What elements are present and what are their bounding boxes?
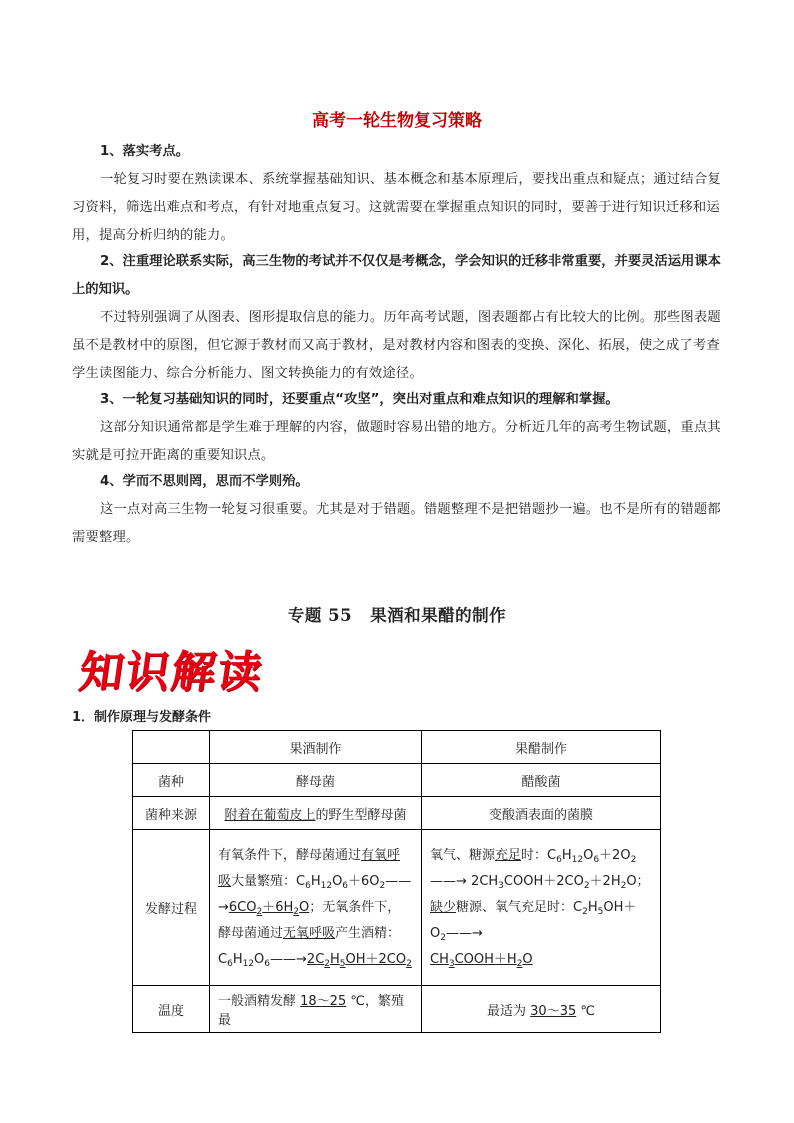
strategy-4-body: 这一点对高三生物一轮复习很重要。尤其是对于错题。错题整理不是把错题抄一遍。也不是所有的错题都需要整理。: [72, 502, 721, 545]
header-wine: 果酒制作: [210, 731, 422, 764]
principle-table: [132, 730, 661, 1033]
source-wine: 附着在葡萄皮上的野生型酵母菌: [210, 797, 422, 830]
source-vinegar: 变酸酒表面的菌膜: [422, 797, 661, 830]
table-row-temperature: [133, 986, 661, 1033]
strategy-2-body: 不过特别强调了从图表、图形提取信息的能力。历年高考试题，图表题都占有比较大的比例。那些图表题虽不是教材中的原图，但它源于教材而又高于教材，是对教材内容和图表的变换、深化、拓展，使之成了考查学生读图能力、综合分析能力、图文转换能力的有效途径。: [72, 310, 721, 381]
strain-wine: 酵母菌: [210, 764, 422, 797]
strategy-1-heading: 1、落实考点。: [100, 144, 190, 159]
row-label-process: 发酵过程: [133, 830, 210, 986]
row-label-strain: 菌种: [133, 764, 210, 797]
strategy-1-body: 一轮复习时要在熟读课本、系统掌握基础知识、基本概念和基本原理后，要找出重点和疑点；通过结合复习资料，筛选出难点和考点，有针对地重点复习。这就需要在掌握重点知识的同时，要善于进行知识迁移和运用，提高分析归纳的能力。: [72, 172, 721, 243]
section-heading: 1．制作原理与发酵条件: [72, 710, 212, 725]
topic-number: 专题 55: [287, 606, 353, 625]
strain-vinegar: 醋酸菌: [422, 764, 661, 797]
topic-name: 果酒和果醋的制作: [370, 606, 507, 625]
table-header-row: [133, 731, 661, 764]
strategy-2-heading: 2、注重理论联系实际，高三生物的考试并不仅仅是考概念，学会知识的迁移非常重要，并要灵活运用课本上的知识。: [72, 254, 721, 297]
process-wine: 有氧条件下，酵母菌通过有氧呼吸大量繁殖：$C_6H_{12}O_6+6O_2——\to 6CO_2+6H_2O$；无氧条件下，酵母菌通过无氧呼吸产生酒精： $C_6H_{12}O_6——\to 2C_2H_5OH+2CO_2$: [210, 830, 422, 986]
table-corner-cell: [133, 731, 210, 764]
row-label-temperature: 温度: [133, 986, 210, 1033]
table-row-source: [133, 797, 661, 830]
topic-title: [0, 602, 794, 626]
document-title: 高考一轮生物复习策略: [312, 111, 482, 131]
strategy-3-body: 这部分知识通常都是学生难于理解的内容，做题时容易出错的地方。分析近几年的高考生物试题，重点其实就是可拉开距离的重要知识点。: [72, 420, 721, 463]
table-row-process: [133, 830, 661, 986]
header-vinegar: 果醋制作: [422, 731, 661, 764]
strategy-4-heading: 4、学而不思则罔，思而不学则殆。: [100, 474, 309, 489]
knowledge-banner: 知识解读: [75, 647, 267, 698]
temperature-wine: 一般酒精发酵 18～25 ℃，繁殖最: [210, 986, 422, 1033]
temperature-vinegar: 最适为 30～35 ℃: [422, 986, 661, 1033]
strategy-3-heading: 3、一轮复习基础知识的同时，还要重点“攻坚”，突出对重点和难点知识的理解和掌握。: [100, 392, 619, 407]
process-vinegar: 氧气、糖源充足时：$C_6H_{12}O_6+2O_2——\to$ $2CH_3COOH+2CO_2+2H_2O$；缺少糖源、氧气充足时：$C_2H_5OH+O_2——\to$ $CH_3COOH+H_2O$: [422, 830, 661, 986]
table-row-strain: [133, 764, 661, 797]
row-label-source: 菌种来源: [133, 797, 210, 830]
